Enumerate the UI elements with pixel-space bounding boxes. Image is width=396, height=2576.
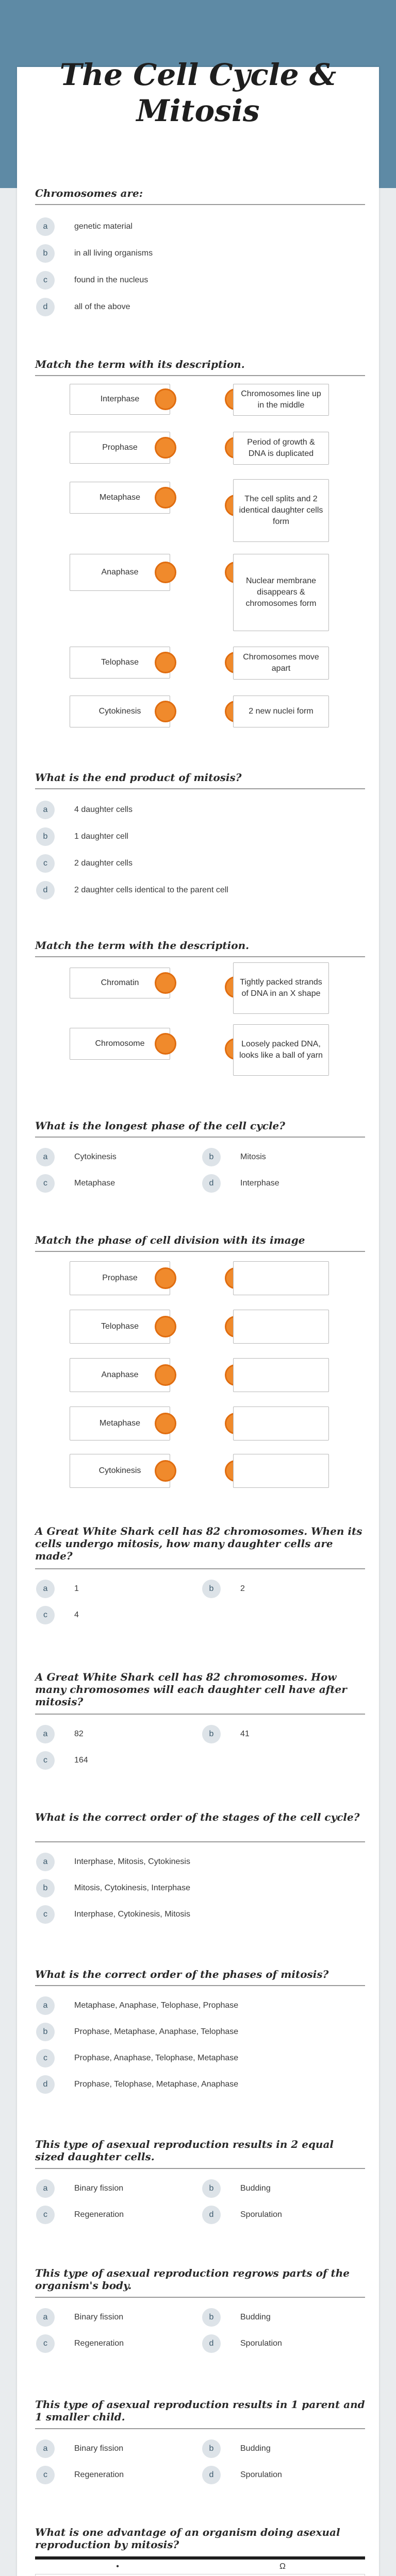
page-title: The Cell Cycle & Mitosis	[59, 57, 337, 128]
option-letter: d	[202, 2206, 221, 2224]
option-text: Regeneration	[74, 2339, 124, 2348]
option-letter: b	[36, 827, 55, 846]
question-divider	[35, 1985, 365, 1986]
option-q9-b[interactable]	[36, 1878, 190, 1899]
question-13-prompt: This type of asexual reproduction results in 1 parent and 1 smaller child.	[35, 2398, 365, 2423]
option-q12-d[interactable]	[202, 2333, 282, 2354]
question-8-prompt: A Great White Shark cell has 82 chromosomes. How many chromosomes will each daughter cell have after mitosis?	[35, 1671, 347, 1708]
option-q10-d[interactable]	[36, 2074, 238, 2095]
match-left-item[interactable]: Anaphase	[70, 1358, 170, 1392]
option-q12-a[interactable]	[36, 2307, 123, 2328]
match-connector-dot[interactable]	[155, 388, 176, 410]
option-text: all of the above	[74, 302, 130, 311]
option-letter: b	[202, 1148, 221, 1166]
option-letter: c	[36, 1905, 55, 1924]
option-q8-b[interactable]	[202, 1724, 250, 1744]
answer-textarea[interactable]	[35, 2574, 365, 2576]
question-3-prompt: What is the end product of mitosis?	[35, 771, 242, 784]
match-right-item[interactable]: Chromosomes move apart	[233, 647, 329, 680]
match-left-item[interactable]: Chromatin	[70, 968, 170, 998]
option-text: Interphase, Cytokinesis, Mitosis	[74, 1910, 190, 1919]
match-connector-dot[interactable]	[155, 701, 176, 722]
option-letter: b	[36, 244, 55, 263]
option-letter: a	[36, 1853, 55, 1871]
option-q8-c[interactable]	[36, 1750, 88, 1771]
match-image-slot[interactable]	[233, 1358, 329, 1392]
option-text: Prophase, Metaphase, Anaphase, Telophase	[74, 2027, 239, 2036]
option-letter: a	[36, 217, 55, 236]
option-letter: c	[36, 854, 55, 873]
option-q10-c[interactable]	[36, 2048, 238, 2069]
option-text: Sporulation	[240, 2210, 282, 2219]
option-text: Sporulation	[240, 2339, 282, 2348]
option-letter: b	[202, 1580, 221, 1598]
question-1-prompt: Chromosomes are:	[35, 187, 143, 199]
question-divider	[35, 375, 365, 376]
option-letter: b	[36, 1879, 55, 1897]
option-text: in all living organisms	[74, 249, 153, 258]
question-2-prompt: Match the term with its description.	[35, 358, 245, 370]
match-connector-dot[interactable]	[155, 1413, 176, 1434]
option-letter: a	[36, 2439, 55, 2458]
option-letter: b	[202, 2179, 221, 2198]
option-text: Metaphase	[74, 1179, 116, 1188]
option-text: Budding	[240, 2313, 271, 2321]
question-6-prompt: Match the phase of cell division with its image	[35, 1234, 305, 1246]
option-q1-d[interactable]	[36, 297, 130, 317]
option-text: found in the nucleus	[74, 276, 148, 284]
bullet-list-button[interactable]: •	[116, 2562, 119, 2571]
option-q3-c[interactable]	[36, 853, 133, 874]
match-connector-dot[interactable]	[155, 1364, 176, 1386]
match-right-item[interactable]: 2 new nuclei form	[233, 696, 329, 727]
option-q13-a[interactable]	[36, 2438, 123, 2459]
match-image-slot[interactable]	[233, 1406, 329, 1440]
question-divider	[35, 1251, 365, 1252]
option-text: Mitosis	[240, 1153, 266, 1161]
option-text: Binary fission	[74, 2444, 124, 2453]
match-left-item[interactable]: Metaphase	[70, 482, 170, 514]
match-right-item[interactable]: Loosely packed DNA, looks like a ball of yarn	[233, 1024, 329, 1076]
option-letter: d	[202, 2334, 221, 2353]
option-q13-d[interactable]	[202, 2465, 282, 2485]
option-q1-c[interactable]	[36, 270, 148, 291]
option-text: 2 daughter cells	[74, 859, 133, 868]
option-letter: c	[36, 2334, 55, 2353]
match-left-item[interactable]: Chromosome	[70, 1028, 170, 1060]
option-letter: d	[36, 881, 55, 900]
option-letter: c	[36, 1606, 55, 1624]
match-left-item[interactable]: Metaphase	[70, 1406, 170, 1440]
option-text: 4 daughter cells	[74, 805, 133, 814]
option-text: 4	[74, 1611, 79, 1619]
option-letter: b	[202, 2308, 221, 2327]
match-left-item[interactable]: Interphase	[70, 384, 170, 415]
option-letter: b	[36, 2023, 55, 2041]
option-q10-b[interactable]	[36, 2022, 238, 2042]
option-letter: d	[202, 2466, 221, 2484]
option-q7-c[interactable]	[36, 1605, 79, 1625]
match-connector-dot[interactable]	[155, 487, 176, 509]
option-text: Budding	[240, 2444, 271, 2453]
option-text: 82	[74, 1730, 84, 1738]
option-text: 2	[240, 1584, 245, 1593]
option-text: Sporulation	[240, 2470, 282, 2479]
option-q12-c[interactable]	[36, 2333, 124, 2354]
match-left-item[interactable]: Telophase	[70, 1310, 170, 1344]
option-text: Prophase, Anaphase, Telophase, Metaphase	[74, 2054, 239, 2062]
match-right-item[interactable]: Period of growth & DNA is duplicated	[233, 432, 329, 465]
question-divider	[35, 2428, 365, 2429]
option-letter: a	[36, 801, 55, 819]
option-q7-a[interactable]	[36, 1579, 79, 1599]
option-text: 1	[74, 1584, 79, 1593]
match-connector-dot[interactable]	[155, 972, 176, 994]
question-11-prompt: This type of asexual reproduction results in 2 equal sized daughter cells.	[35, 2138, 334, 2163]
question-14-prompt: What is one advantage of an organism doing asexual reproduction by mitosis?	[35, 2526, 340, 2551]
question-divider	[35, 2168, 365, 2169]
option-letter: a	[36, 1725, 55, 1743]
match-image-slot[interactable]	[233, 1454, 329, 1488]
option-q1-b[interactable]	[36, 243, 153, 264]
question-divider	[35, 2297, 365, 2298]
option-q11-a[interactable]	[36, 2178, 123, 2199]
option-q3-a[interactable]	[36, 800, 133, 820]
option-text: 41	[240, 1730, 250, 1738]
question-9-prompt: What is the correct order of the stages of the cell cycle?	[35, 1811, 360, 1823]
option-letter: c	[36, 1174, 55, 1193]
option-text: Prophase, Telophase, Metaphase, Anaphase	[74, 2080, 239, 2089]
option-q10-a[interactable]	[36, 1995, 238, 2016]
match-connector-dot[interactable]	[155, 562, 176, 583]
match-connector-dot[interactable]	[155, 437, 176, 459]
option-q3-d[interactable]	[36, 880, 228, 901]
option-text: Interphase, Mitosis, Cytokinesis	[74, 1857, 190, 1866]
option-letter: c	[36, 271, 55, 290]
option-text: 1 daughter cell	[74, 832, 128, 841]
question-divider	[35, 788, 365, 789]
option-letter: c	[36, 2206, 55, 2224]
option-text: Interphase	[240, 1179, 279, 1188]
option-q11-c[interactable]	[36, 2205, 124, 2225]
option-letter: c	[36, 2049, 55, 2067]
special-characters-button[interactable]: Ω	[279, 2562, 286, 2571]
option-letter: a	[36, 1580, 55, 1598]
option-text: Regeneration	[74, 2470, 124, 2479]
option-q8-a[interactable]	[36, 1724, 84, 1744]
option-q11-b[interactable]	[202, 2178, 271, 2199]
question-divider	[35, 1841, 365, 1842]
option-letter: b	[202, 2439, 221, 2458]
option-letter: d	[36, 298, 55, 316]
match-left-item[interactable]: Cytokinesis	[70, 1454, 170, 1488]
option-q1-a[interactable]	[36, 216, 133, 237]
option-letter: b	[202, 1725, 221, 1743]
match-image-slot[interactable]	[233, 1261, 329, 1295]
match-right-item[interactable]: Tightly packed strands of DNA in an X shape	[233, 962, 329, 1014]
match-right-item[interactable]: Chromosomes line up in the middle	[233, 384, 329, 416]
option-q5-c[interactable]	[36, 1173, 115, 1194]
question-4-prompt: Match the term with the description.	[35, 939, 250, 952]
option-letter: c	[36, 1751, 55, 1770]
option-letter: a	[36, 1996, 55, 2015]
match-left-item[interactable]: Prophase	[70, 1261, 170, 1295]
option-letter: d	[202, 1174, 221, 1193]
option-letter: d	[36, 2075, 55, 2094]
match-connector-dot[interactable]	[155, 1460, 176, 1482]
question-5-prompt: What is the longest phase of the cell cycle?	[35, 1120, 285, 1132]
option-q11-d[interactable]	[202, 2205, 282, 2225]
option-text: Cytokinesis	[74, 1153, 117, 1161]
match-right-item[interactable]: The cell splits and 2 identical daughter cells form	[233, 479, 329, 542]
option-letter: c	[36, 2466, 55, 2484]
option-text: Binary fission	[74, 2184, 124, 2193]
option-text: genetic material	[74, 222, 133, 231]
match-right-item[interactable]: Nuclear membrane disappears & chromosomes form	[233, 554, 329, 631]
question-divider	[35, 204, 365, 205]
option-q13-c[interactable]	[36, 2465, 124, 2485]
option-q13-b[interactable]	[202, 2438, 271, 2459]
option-q9-c[interactable]	[36, 1904, 190, 1925]
answer-toolbar	[35, 2556, 365, 2574]
question-7-prompt: A Great White Shark cell has 82 chromosomes. When its cells undergo mitosis, how many daughter cells are made?	[35, 1525, 362, 1562]
option-q7-b[interactable]	[202, 1579, 245, 1599]
option-text: Metaphase, Anaphase, Telophase, Prophase	[74, 2001, 239, 2010]
question-divider	[35, 956, 365, 957]
option-text: Regeneration	[74, 2210, 124, 2219]
question-10-prompt: What is the correct order of the phases of mitosis?	[35, 1968, 329, 1980]
option-q9-a[interactable]	[36, 1852, 190, 1872]
match-left-item[interactable]: Prophase	[70, 432, 170, 464]
option-q12-b[interactable]	[202, 2307, 271, 2328]
match-connector-dot[interactable]	[155, 652, 176, 673]
question-divider	[35, 1568, 365, 1569]
question-divider	[35, 1137, 365, 1138]
option-letter: a	[36, 1148, 55, 1166]
question-divider	[35, 1714, 365, 1715]
match-left-item[interactable]: Anaphase	[70, 554, 170, 591]
option-q5-b[interactable]	[202, 1147, 266, 1167]
option-q5-a[interactable]	[36, 1147, 117, 1167]
option-q3-b[interactable]	[36, 826, 128, 847]
option-text: 164	[74, 1756, 88, 1765]
match-connector-dot[interactable]	[155, 1267, 176, 1289]
option-q5-d[interactable]	[202, 1173, 279, 1194]
match-connector-dot[interactable]	[155, 1033, 176, 1055]
match-connector-dot[interactable]	[155, 1316, 176, 1337]
option-letter: a	[36, 2308, 55, 2327]
option-letter: a	[36, 2179, 55, 2198]
option-text: Mitosis, Cytokinesis, Interphase	[74, 1884, 190, 1892]
question-12-prompt: This type of asexual reproduction regrows parts of the organism's body.	[35, 2267, 350, 2292]
option-text: Binary fission	[74, 2313, 124, 2321]
match-left-item[interactable]: Telophase	[70, 647, 170, 679]
match-left-item[interactable]: Cytokinesis	[70, 696, 170, 727]
option-text: 2 daughter cells identical to the parent cell	[74, 886, 228, 894]
match-image-slot[interactable]	[233, 1310, 329, 1344]
option-text: Budding	[240, 2184, 271, 2193]
